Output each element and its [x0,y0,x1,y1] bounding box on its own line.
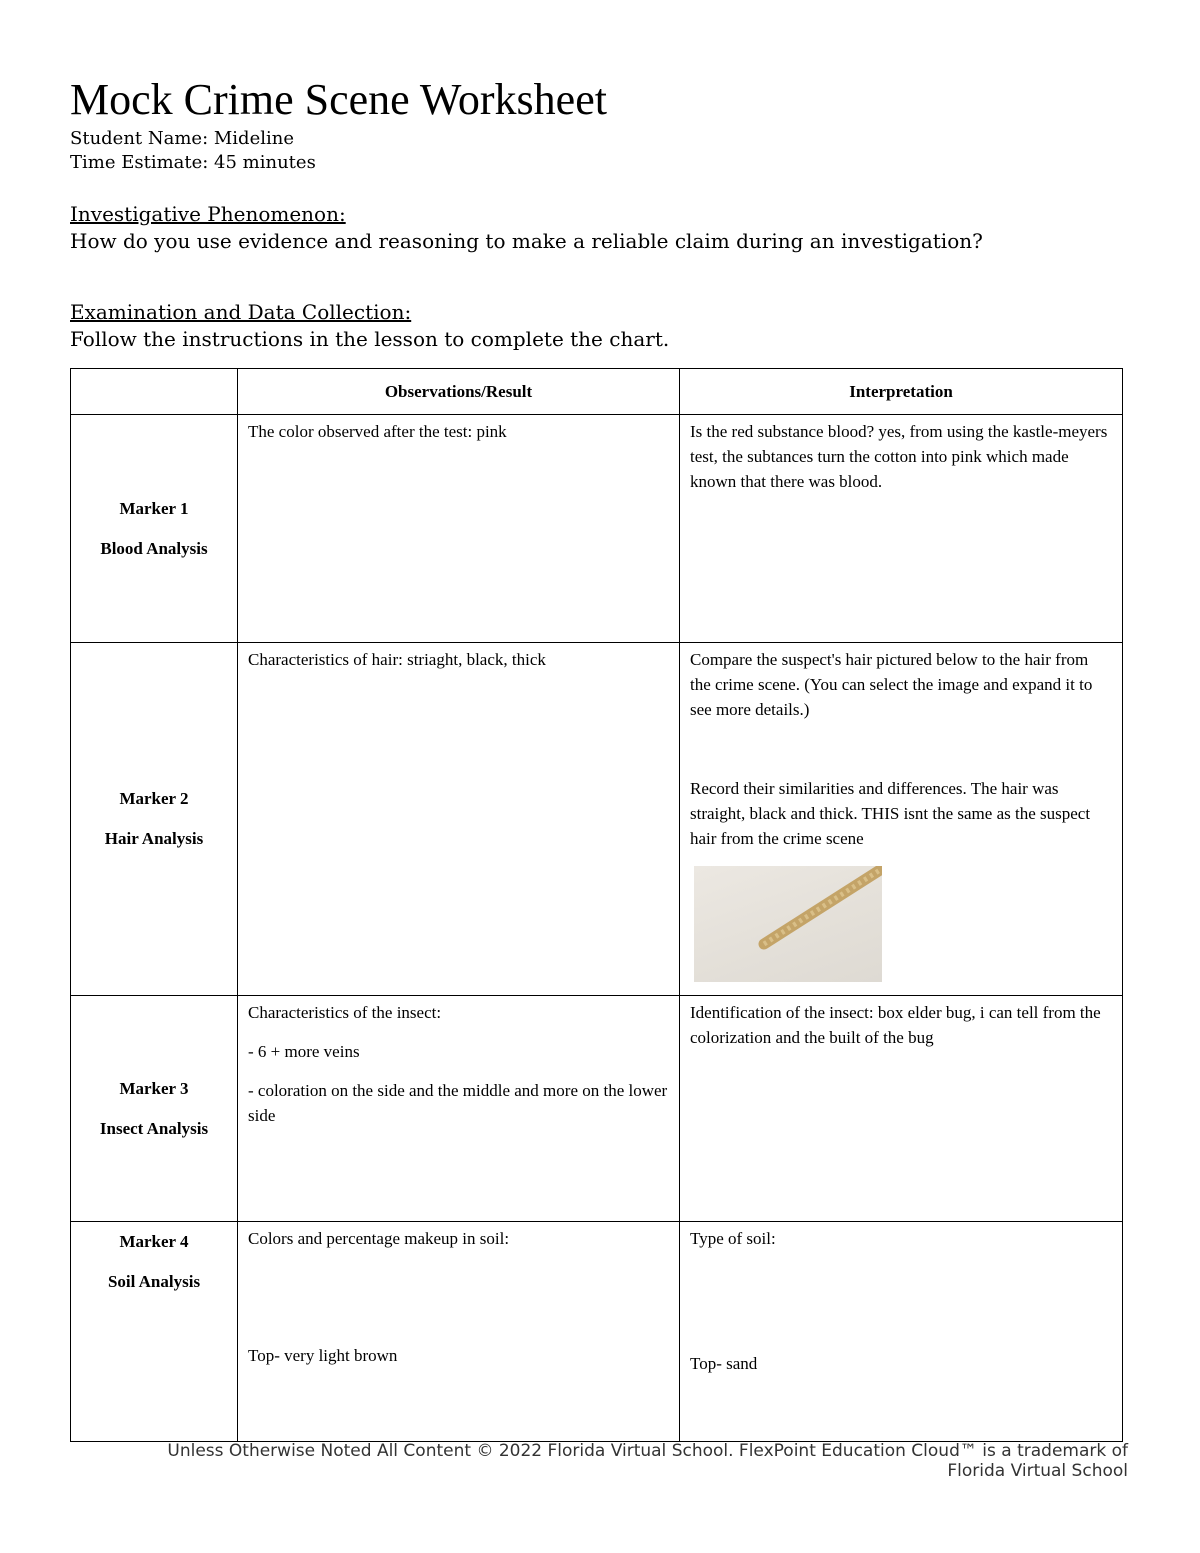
table-row [71,1222,1123,1442]
observation-text: Characteristics of hair: striaght, black, thick [248,650,546,669]
footer-copyright: Unless Otherwise Noted All Content © 2022 Florida Virtual School. FlexPoint Education Cloud™ is a trademark of [167,1441,1128,1461]
header-interpretation: Interpretation [680,369,1123,415]
observation-text: - coloration on the side and the middle and more on the lower side [248,1081,668,1125]
hair-strand-graphic [694,866,882,982]
marker-label-cell [71,1222,238,1442]
marker-label-cell [71,643,238,996]
suspect-hair-image[interactable] [694,866,882,982]
marker-number: Marker 3 [119,1078,189,1098]
marker-number: Marker 4 [119,1232,189,1251]
analysis-type: Soil Analysis [107,1272,201,1291]
interpretation-cell [680,1222,1123,1442]
interpretation-text: Identification of the insect: box elder bug, i can tell from the colorization and the built of the bug [690,1003,1101,1047]
time-estimate: Time Estimate: 45 minutes [70,152,316,173]
interpretation-text: Record their similarities and differences. The hair was straight, black and thick. THIS isnt the same as the suspect hair from the crime scene [690,779,1091,848]
page-footer [167,1441,1128,1481]
observations-cell [238,643,680,996]
phenomenon-heading: Investigative Phenomenon: [70,202,346,226]
marker-label-cell [71,415,238,643]
observation-text: Characteristics of the insect: [248,1003,442,1022]
marker-number: Marker 1 [119,498,189,518]
interpretation-cell [680,643,1123,996]
student-name: Student Name: Mideline [70,128,294,149]
table-row [71,996,1123,1222]
observations-cell [238,996,680,1222]
interpretation-cell [680,415,1123,643]
page-title: Mock Crime Scene Worksheet [70,75,607,124]
evidence-chart [70,368,1123,1442]
observation-text: Colors and percentage makeup in soil: [248,1229,510,1248]
interpretation-text: Top- sand [690,1354,758,1373]
analysis-type: Hair Analysis [104,829,204,848]
header-blank [71,369,238,415]
header-observations: Observations/Result [238,369,680,415]
interpretation-text: Compare the suspect's hair pictured below to the hair from the crime scene. (You can select the image and expand it to see more details.) [690,650,1093,719]
observation-text: The color observed after the test: pink [248,422,507,441]
marker-label-cell [71,996,238,1222]
observations-cell [238,1222,680,1442]
observation-text: - 6 + more veins [248,1042,360,1061]
interpretation-cell [680,996,1123,1222]
chart-header-row [71,369,1123,415]
analysis-type: Insect Analysis [99,1118,209,1138]
observations-cell [238,415,680,643]
marker-number: Marker 2 [119,789,189,808]
interpretation-text: Is the red substance blood? yes, from using the kastle-meyers test, the subtances turn the cotton into pink which made known that there was blood. [690,422,1108,491]
examination-text: Follow the instructions in the lesson to complete the chart. [70,327,670,351]
table-row [71,643,1123,996]
phenomenon-text: How do you use evidence and reasoning to make a reliable claim during an investigation? [70,229,983,253]
interpretation-text: Type of soil: [690,1229,776,1248]
observation-text: Top- very light brown [248,1346,398,1365]
examination-heading: Examination and Data Collection: [70,300,412,324]
table-row [71,415,1123,643]
footer-school: Florida Virtual School [947,1461,1128,1481]
analysis-type: Blood Analysis [100,538,208,558]
